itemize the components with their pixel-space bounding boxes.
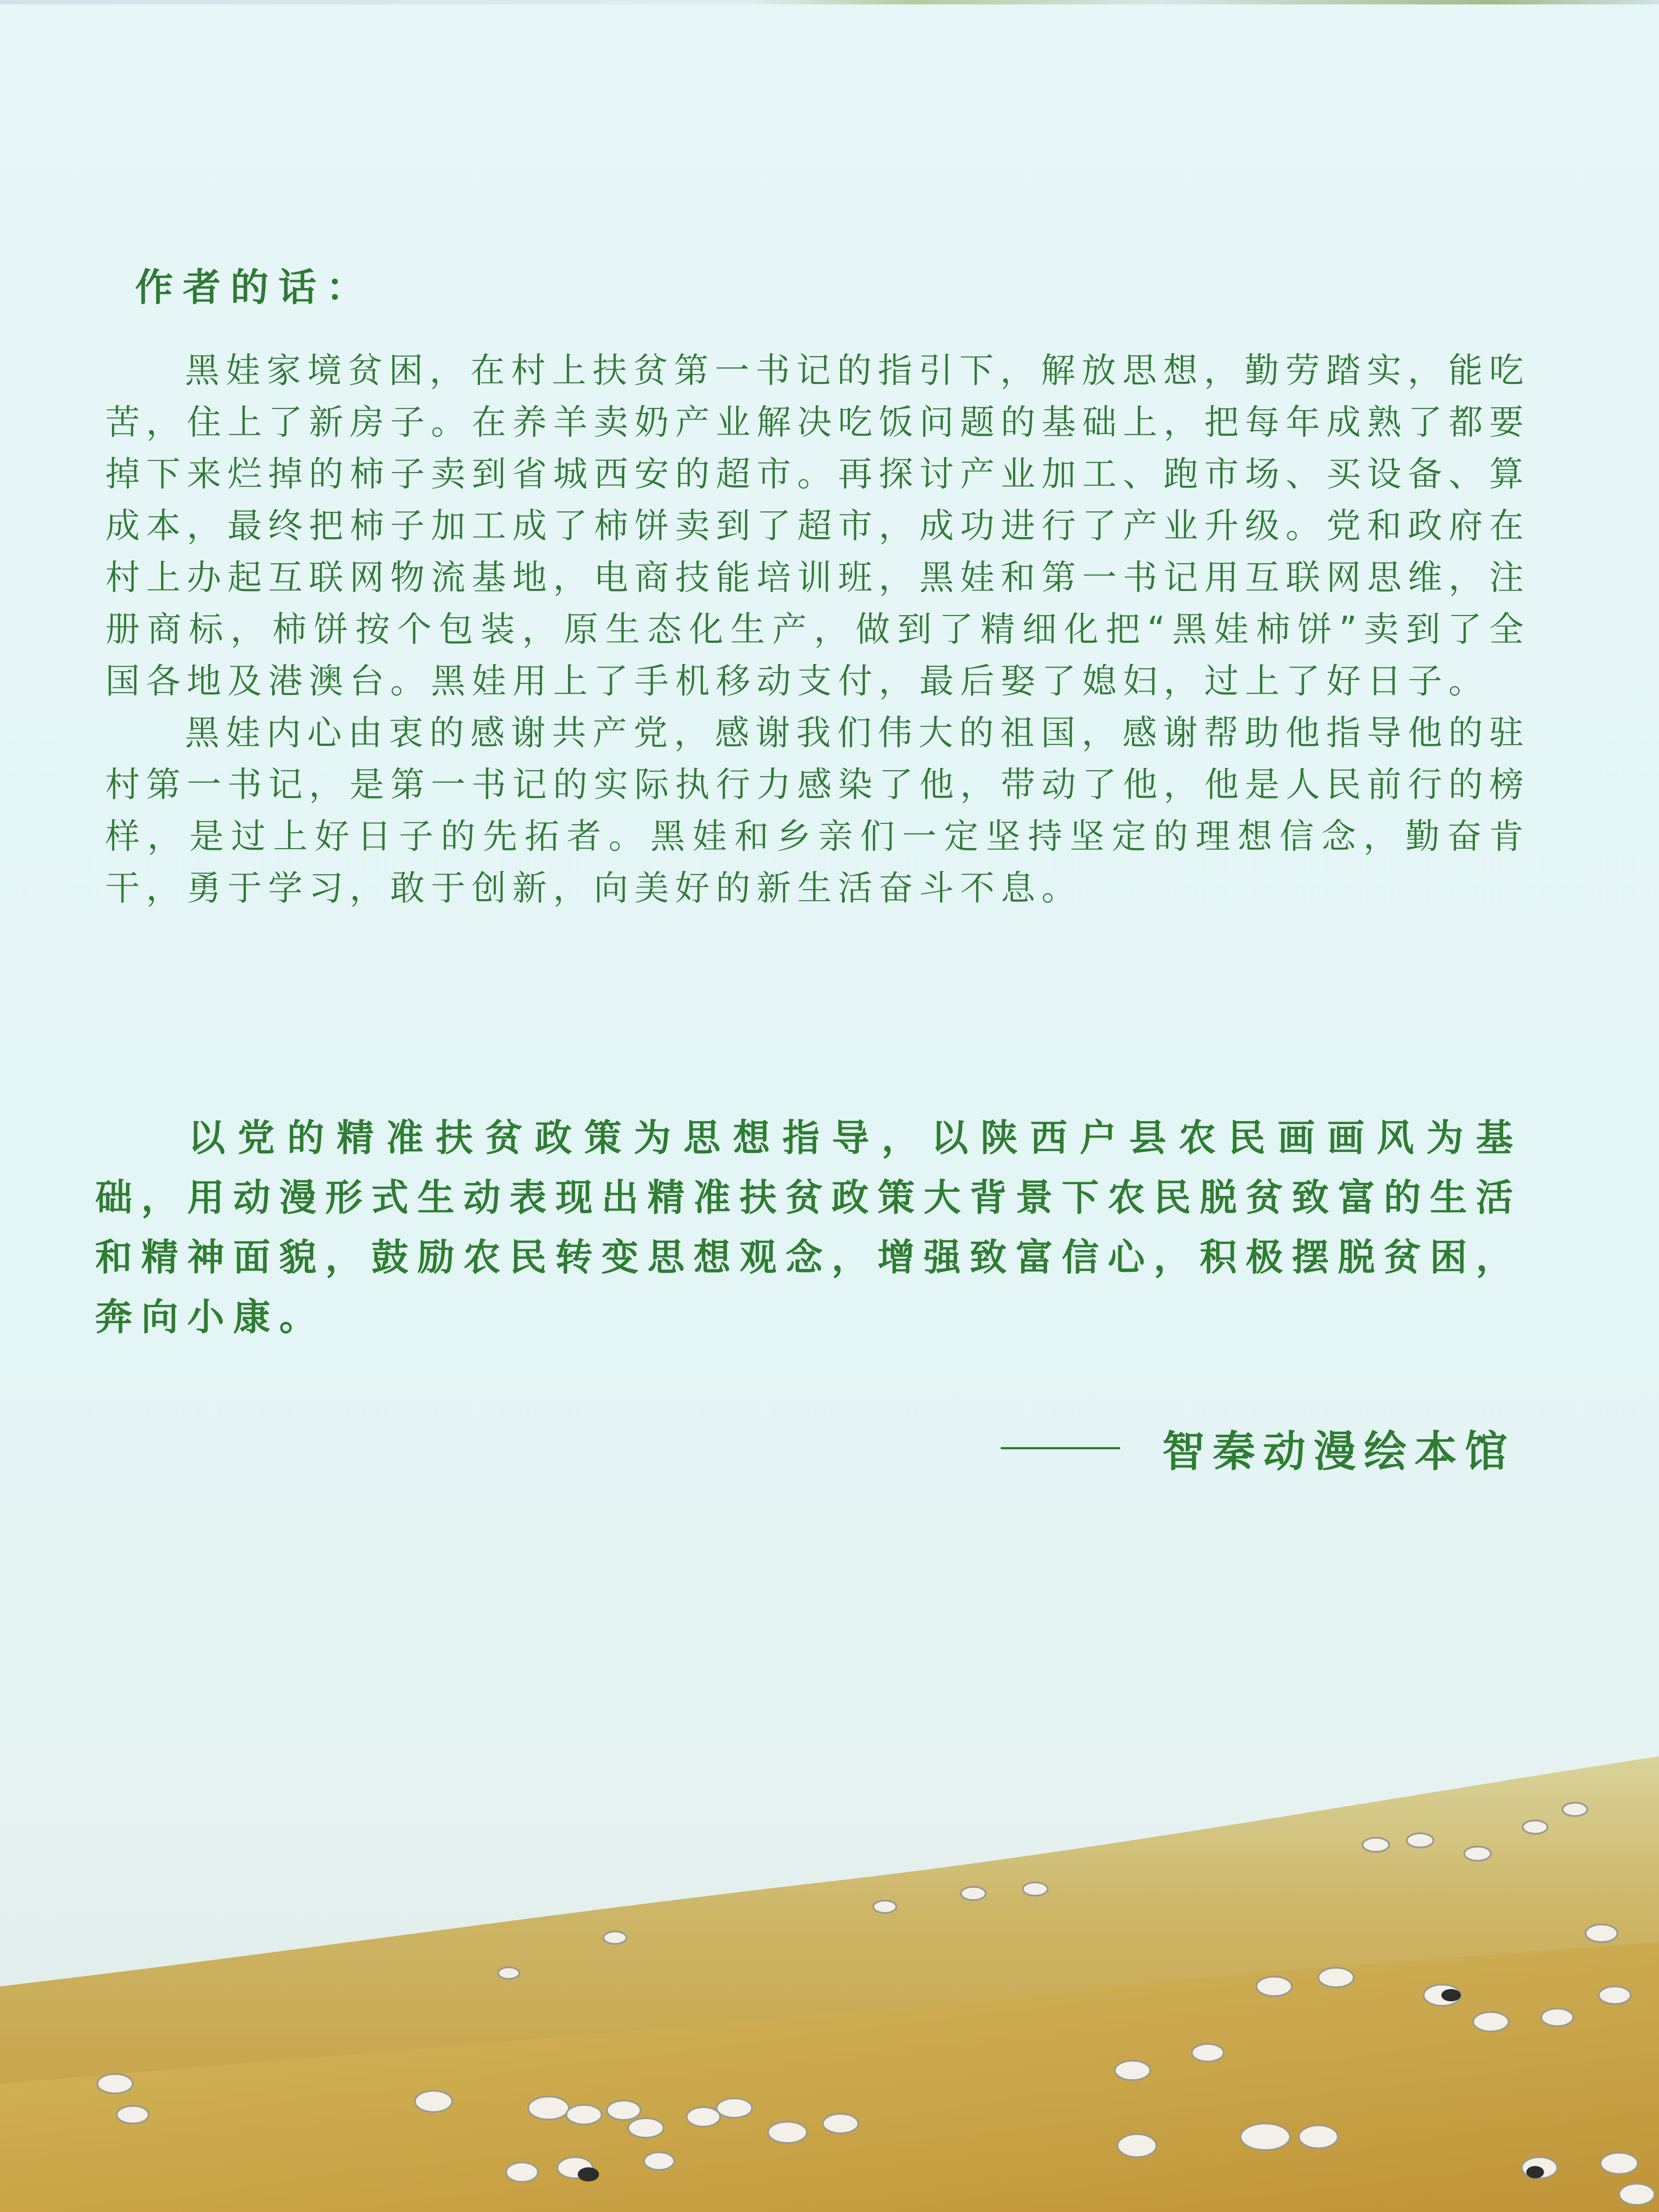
grassland-sheep-illustration: [0, 1747, 1659, 2212]
introduction-paragraph: 以党的精准扶贫政策为思想指导，以陕西户县农民画画风为基础，用动漫形式生动表现出精准扶贫政策大背景下农民脱贫致富的生活和精神面貌，鼓励农民转变思想观念，增强致富信心，积极摆脱贫困，奔向小康。: [95, 1116, 1522, 1339]
top-image-strip: [0, 0, 1659, 4]
signature: [1001, 1418, 1515, 1479]
author-note-paragraph: 黑娃内心由衷的感谢共产党，感谢我们伟大的祖国，感谢帮助他指导他的驻村第一书记，是第一书记的实际执行力感染了他，带动了他，他是人民前行的榜样，是过上好日子的先拓者。黑娃和乡亲们一定坚持坚定的理想信念，勤奋肯干，勇于学习，敢于创新，向美好的新生活奋斗不息。: [105, 713, 1530, 908]
signature-dash: [1001, 1447, 1120, 1449]
author-note-body: [105, 345, 1530, 914]
signature-text: 智秦动漫绘本馆: [1162, 1427, 1515, 1476]
author-note-paragraph: 黑娃家境贫困，在村上扶贫第一书记的指引下，解放思想，勤劳踏实，能吃苦，住上了新房子。在养羊卖奶产业解决吃饭问题的基础上，把每年成熟了都要掉下来烂掉的柿子卖到省城西安的超市。再探讨产业加工、跑市场、买设备、算成本，最终把柿子加工成了柿饼卖到了超市，成功进行了产业升级。党和政府在村上办起互联网物流基地，电商技能培训班，黑娃和第一书记用互联网思维，注册商标，柿饼按个包装，原生态化生产，做到了精细化把“黑娃柿饼”卖到了全国各地及港澳台。黑娃用上了手机移动支付，最后娶了媳妇，过上了好日子。: [105, 351, 1530, 701]
author-note-heading: 作者的话：: [135, 265, 374, 310]
book-introduction: [95, 1108, 1522, 1347]
